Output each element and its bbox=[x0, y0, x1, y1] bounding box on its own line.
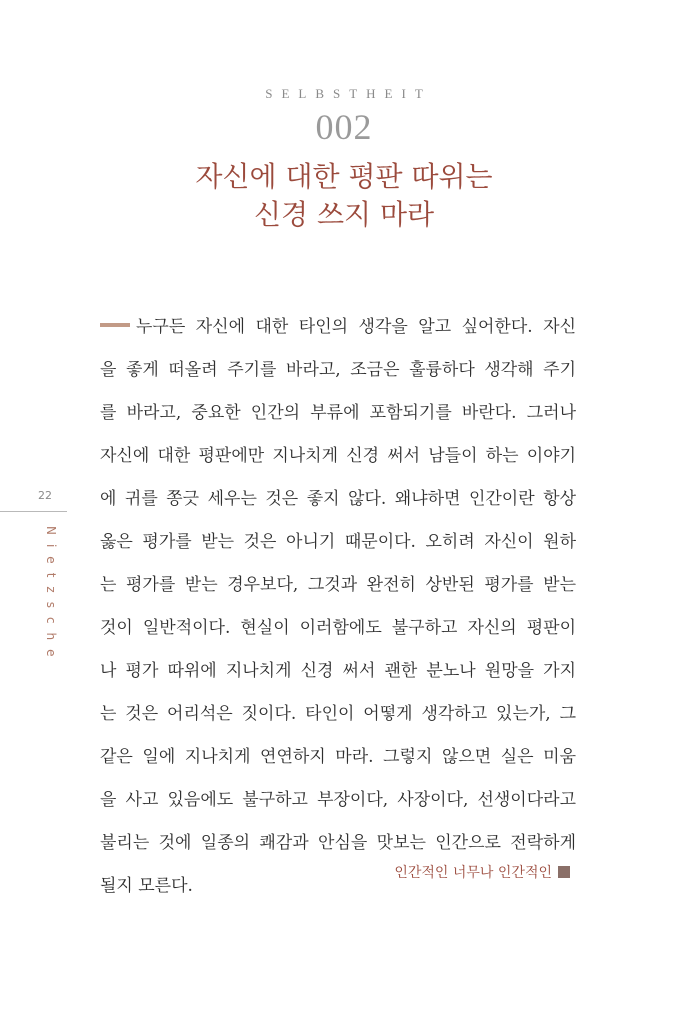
body-line: 나 평가 따위에 지나치게 신경 써서 괜한 분노나 원망을 가지 bbox=[100, 661, 576, 681]
body-line: 에 귀를 쫑긋 세우는 것은 좋지 않다. 왜냐하면 인간이란 항상 bbox=[100, 489, 576, 509]
body-line: 될지 모른다. bbox=[100, 876, 193, 896]
lead-bar-icon bbox=[100, 323, 130, 327]
source-title: 인간적인 너무나 인간적인 bbox=[394, 865, 552, 881]
body-line: 자신에 대한 평판에만 지나치게 신경 써서 남들이 하는 이야기 bbox=[100, 446, 576, 466]
entry-title bbox=[0, 158, 688, 234]
body-line: 을 좋게 떠올려 주기를 바라고, 조금은 훌륭하다 생각해 주기 bbox=[100, 360, 576, 380]
square-icon bbox=[558, 866, 570, 878]
section-label: SELBSTHEIT bbox=[265, 86, 432, 101]
running-head: Nietzsche bbox=[44, 526, 58, 666]
entry-number: 002 bbox=[315, 107, 373, 147]
body-text bbox=[100, 306, 576, 908]
source-citation bbox=[394, 862, 570, 882]
body-line: 옳은 평가를 받는 것은 아니기 때문이다. 오히려 자신이 원하 bbox=[100, 532, 576, 552]
body-line: 누구든 자신에 대한 타인의 생각을 알고 싶어한다. 자신 bbox=[100, 306, 576, 349]
body-line: 것이 일반적이다. 현실이 이러함에도 불구하고 자신의 평판이 bbox=[100, 618, 576, 638]
margin-divider bbox=[0, 511, 67, 512]
body-line: 같은 일에 지나치게 연연하지 마라. 그렇지 않으면 실은 미움 bbox=[100, 747, 576, 767]
body-line: 불리는 것에 일종의 쾌감과 안심을 맛보는 인간으로 전락하게 bbox=[100, 833, 576, 853]
entry-title-line-2: 신경 쓰지 마라 bbox=[253, 198, 435, 231]
body-line: 을 사고 있음에도 불구하고 부장이다, 사장이다, 선생이다라고 bbox=[100, 790, 576, 810]
body-line: 는 평가를 받는 경우보다, 그것과 완전히 상반된 평가를 받는 bbox=[100, 575, 576, 595]
page-number: 22 bbox=[38, 489, 52, 502]
body-line: 는 것은 어리석은 짓이다. 타인이 어떻게 생각하고 있는가, 그 bbox=[100, 704, 576, 724]
body-line: 를 바라고, 중요한 인간의 부류에 포함되기를 바란다. 그러나 bbox=[100, 403, 576, 423]
entry-title-line-1: 자신에 대한 평판 따위는 bbox=[195, 160, 493, 193]
